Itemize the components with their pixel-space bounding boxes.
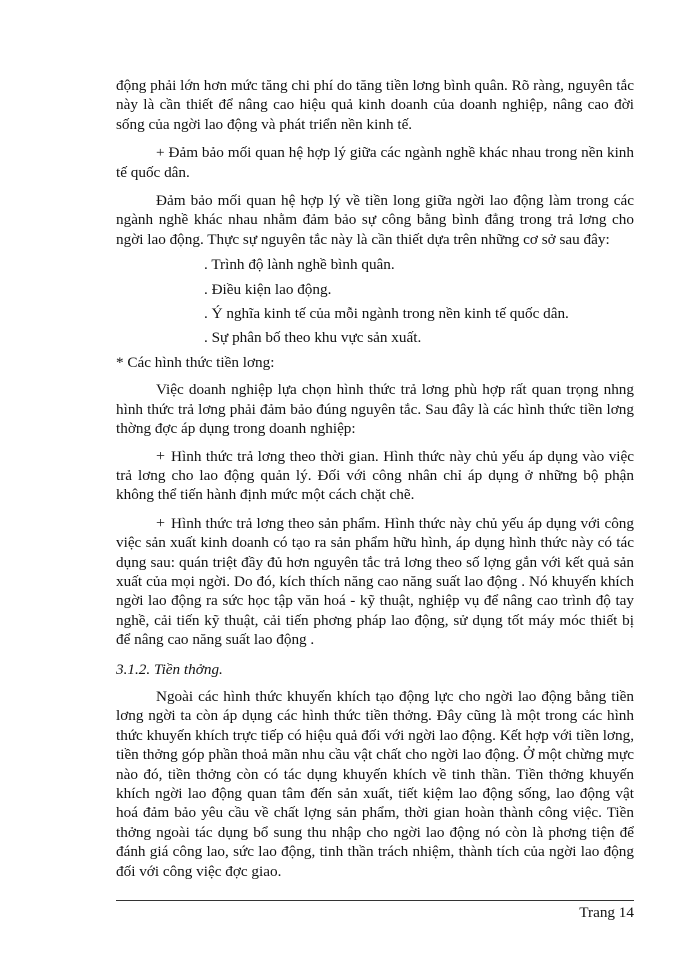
paragraph-6 xyxy=(116,447,634,505)
paragraph-7-text: Hình thức trả lơng theo sản phẩm. Hình thức này chủ yếu áp dụng với công việc sản xuất kinh doanh có tạo ra sản phẩm hữu hình, áp dụng hình thức này có tác dụng sau: quán triệt đầy đủ hơn nguyên tắc trả lơng theo số lợng gắn với kết quả sản xuất của mọi ngời. Do đó, kích thích năng cao năng suất lao động . Nó khuyến khích ngời lao động ra sức học tập văn hoá - kỹ thuật, nghiệp vụ để nâng cao trình độ tay nghề, cải tiến kỹ thuật, cải tiến phơng pháp lao động, sử dụng tốt máy móc thiết bị để nâng cao năng suất lao động . xyxy=(116,514,634,649)
section-heading: 3.1.2. Tiền thởng. xyxy=(116,660,223,678)
paragraph-7 xyxy=(116,514,634,650)
list-item: . Ý nghĩa kinh tế của mỗi ngành trong nền kinh tế quốc dân. xyxy=(204,305,569,323)
footer-divider xyxy=(116,900,634,901)
paragraph-3: Đảm bảo mối quan hệ hợp lý về tiền long giữa ngời lao động làm trong các ngành nghề khác nhau nhằm đảm bảo sự công bằng bình đẳng trong trả lơng cho ngời lao động. Thực sự nguyên tắc này là cần thiết dựa trên những cơ sở sau đây: xyxy=(116,192,634,248)
criteria-list xyxy=(204,255,634,348)
list-item: . Sự phân bố theo khu vực sản xuất. xyxy=(204,329,422,347)
list-item: . Trình độ lành nghề bình quân. xyxy=(204,256,395,274)
paragraph-2: + Đảm bảo mối quan hệ hợp lý giữa các ngành nghề khác nhau trong nền kinh tế quốc dân. xyxy=(116,144,634,181)
list-item: . Điều kiện lao động. xyxy=(204,280,332,298)
plus-icon: + xyxy=(156,447,166,465)
paragraph-4: * Các hình thức tiền lơng: xyxy=(116,353,275,371)
paragraph-5: Việc doanh nghiệp lựa chọn hình thức trả lơng phù hợp rất quan trọng nhng hình thức trả lơng phải đảm bảo đúng nguyên tắc. Sau đây là các hình thức tiền lơng thờng đợc áp dụng trong doanh nghiệp: xyxy=(116,381,634,438)
document-body xyxy=(116,76,634,881)
paragraph-8: Ngoài các hình thức khuyến khích tạo động lực cho ngời lao động bằng tiền lơng ngời ta còn áp dụng các hình thức tiền thởng. Đây cũng là một trong các hình thức khuyến khích trực tiếp có hiệu quả đối với ngời lao động. Kết hợp với tiền lơng, tiền thởng góp phần thoả mãn nhu cầu vật chất cho ngời lao động. Ở một chừng mực nào đó, tiền thởng còn có tác dụng khuyến khích về tinh thần. Tiền thởng khuyến khích ngời lao động quan tâm đến sản xuất, tiết kiệm lao động sống, lao động vật hoá đảm bảo yêu cầu về chất lợng sản phẩm, thời gian hoàn thành công việc. Tiền thởng ngoài tác dụng bổ sung thu nhập cho ngời lao động nó còn là phơng tiện để đánh giá công lao, sức lao động, tinh thần trách nhiệm, thành tích của ngời lao động đối với công việc đợc giao. xyxy=(116,687,634,880)
page-number: Trang 14 xyxy=(579,904,634,921)
paragraph-6-text: Hình thức trả lơng theo thời gian. Hình thức này chủ yếu áp dụng vào việc trả lơng cho lao động quản lý. Đối với công nhân chỉ áp dụng ở những bộ phận không thể tiến hành định mức một cách chặt chẽ. xyxy=(116,447,634,504)
paragraph-1: động phải lớn hơn mức tăng chi phí do tăng tiền lơng bình quân. Rõ ràng, nguyên tắc này là cần thiết để nâng cao hiệu quả kinh doanh của doanh nghiệp, nâng cao đời sống của ngời lao động và phát triển nền kinh tế. xyxy=(116,77,634,133)
plus-icon: + xyxy=(156,514,166,532)
